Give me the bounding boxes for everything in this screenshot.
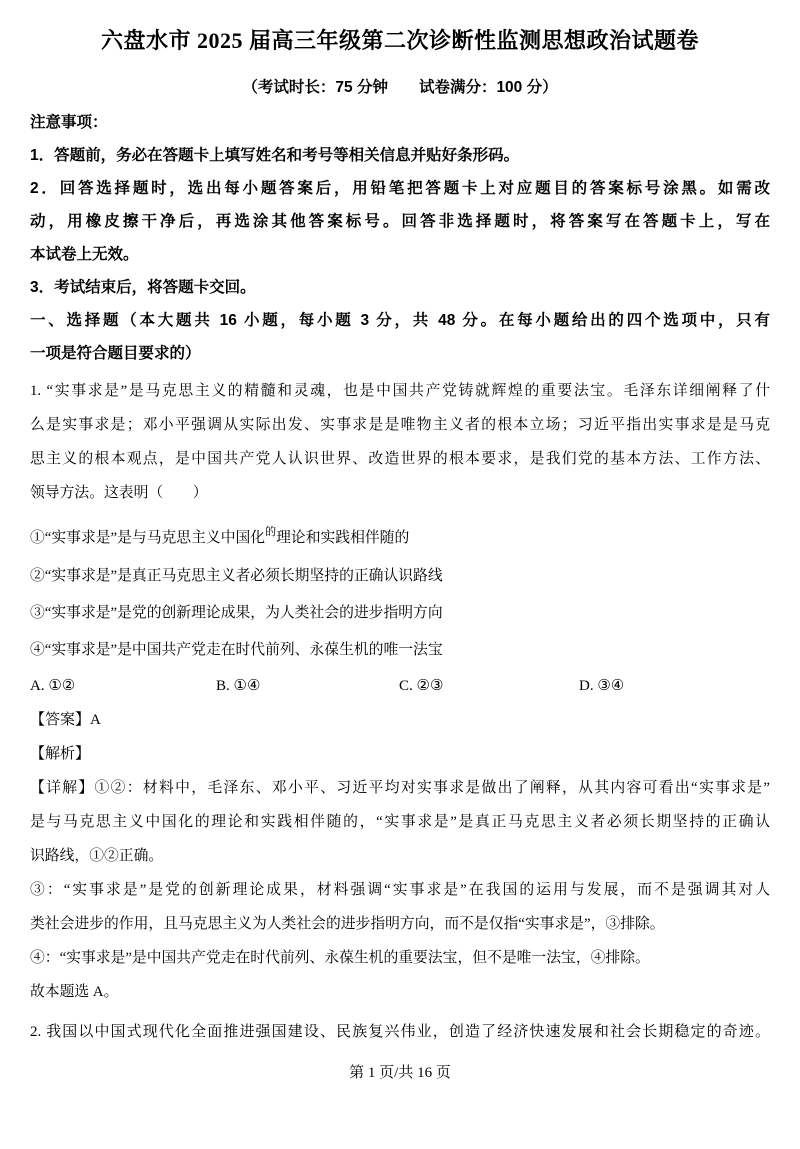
statement-1-superscript: 的 xyxy=(265,526,277,538)
page-title: 六盘水市 2025 届高三年级第二次诊断性监测思想政治试题卷 xyxy=(100,28,699,53)
choice-c: C. ②③ xyxy=(399,678,444,694)
explanation-line-3: 识路线，①②正确。 xyxy=(30,848,164,864)
question-1-statements xyxy=(30,520,770,669)
explanation-point3-line-1: ③：“实事求是”是党的创新理论成果，材料强调“实事求是”在我国的运用与发展，而不是强调其对人 xyxy=(30,882,770,898)
conclusion-line: 故本题选 A。 xyxy=(30,984,119,1000)
explanation-point3-line-2: 类社会进步的作用，且马克思主义为人类社会的进步指明方向，而不是仅指“实事求是”，③排除。 xyxy=(30,916,665,932)
notice-item-3: 3．考试结束后，将答题卡交回。 xyxy=(30,279,256,296)
question-1-stem-line-2: 么是实事求是；邓小平强调从实际出发、实事求是是唯物主义者的根本立场；习近平指出实事求是是马克 xyxy=(30,417,770,433)
notice-item-2-line-1: 2．回答选择题时，选出每小题答案后，用铅笔把答题卡上对应题目的答案标号涂黑。如需改 xyxy=(30,180,770,197)
page-number: 第 1 页/共 16 页 xyxy=(349,1065,451,1081)
notice-item-2-line-3: 本试卷上无效。 xyxy=(30,246,139,263)
question-2-text: 2. 我国以中国式现代化全面推进强国建设、民族复兴伟业，创造了经济快速发展和社会长期稳定的奇迹。 xyxy=(30,1024,770,1040)
choice-b: B. ①④ xyxy=(216,678,261,694)
statement-3: ③“实事求是”是党的创新理论成果，为人类社会的进步指明方向 xyxy=(30,605,443,621)
question-1-stem-line-3: 思主义的根本观点，是中国共产党人认识世界、改造世界的根本要求，是我们党的基本方法、工作方法、 xyxy=(30,451,770,467)
analysis-label: 【解析】 xyxy=(30,746,91,762)
explanation-point4: ④：“实事求是”是中国共产党走在时代前列、永葆生机的重要法宝，但不是唯一法宝，④排除。 xyxy=(30,950,650,966)
notice-section xyxy=(30,106,770,304)
question-2 xyxy=(30,1015,770,1049)
statement-1-text: ①“实事求是”是与马克思主义中国化 xyxy=(30,530,266,546)
answer-line: 【答案】A xyxy=(30,712,101,728)
question-1-explanation xyxy=(30,771,770,1009)
question-1-choices xyxy=(30,669,770,703)
question-1-answer-block xyxy=(30,703,770,771)
section-heading-line-1: 一、选择题（本大题共 16 小题，每小题 3 分，共 48 分。在每小题给出的四个选项中，只有 xyxy=(30,312,770,329)
question-1-stem xyxy=(30,374,770,510)
question-1-stem-line-4: 领导方法。这表明（ ） xyxy=(30,485,208,501)
question-1-stem-line-1: 1. “实事求是”是马克思主义的精髓和灵魂，也是中国共产党铸就辉煌的重要法宝。毛泽东详细阐释了什 xyxy=(30,383,770,399)
exam-info-line: （考试时长：75 分钟 试卷满分：100 分） xyxy=(242,79,558,96)
section-heading-line-2: 一项是符合题目要求的） xyxy=(30,345,201,362)
notice-item-1: 1．答题前，务必在答题卡上填写姓名和考号等相关信息并贴好条形码。 xyxy=(30,147,520,164)
section-1-heading xyxy=(30,304,770,370)
notice-heading: 注意事项： xyxy=(30,114,108,131)
choice-a: A. ①② xyxy=(30,678,76,694)
statement-1 xyxy=(30,520,770,558)
statement-4: ④“实事求是”是中国共产党走在时代前列、永葆生机的唯一法宝 xyxy=(30,642,443,658)
notice-item-2-line-2: 动，用橡皮擦干净后，再选涂其他答案标号。回答非选择题时，将答案写在答题卡上，写在 xyxy=(30,213,770,230)
explanation-line-1: 【详解】①②：材料中，毛泽东、邓小平、习近平均对实事求是做出了阐释，从其内容可看出“实事求是” xyxy=(30,780,770,796)
statement-1-text-cont: 理论和实践相伴随的 xyxy=(276,530,410,546)
explanation-line-2: 是与马克思主义中国化的理论和实践相伴随的，“实事求是”是真正马克思主义者必须长期坚持的正确认 xyxy=(30,814,770,830)
choice-d: D. ③④ xyxy=(579,678,625,694)
statement-2: ②“实事求是”是真正马克思主义者必须长期坚持的正确认识路线 xyxy=(30,568,443,584)
